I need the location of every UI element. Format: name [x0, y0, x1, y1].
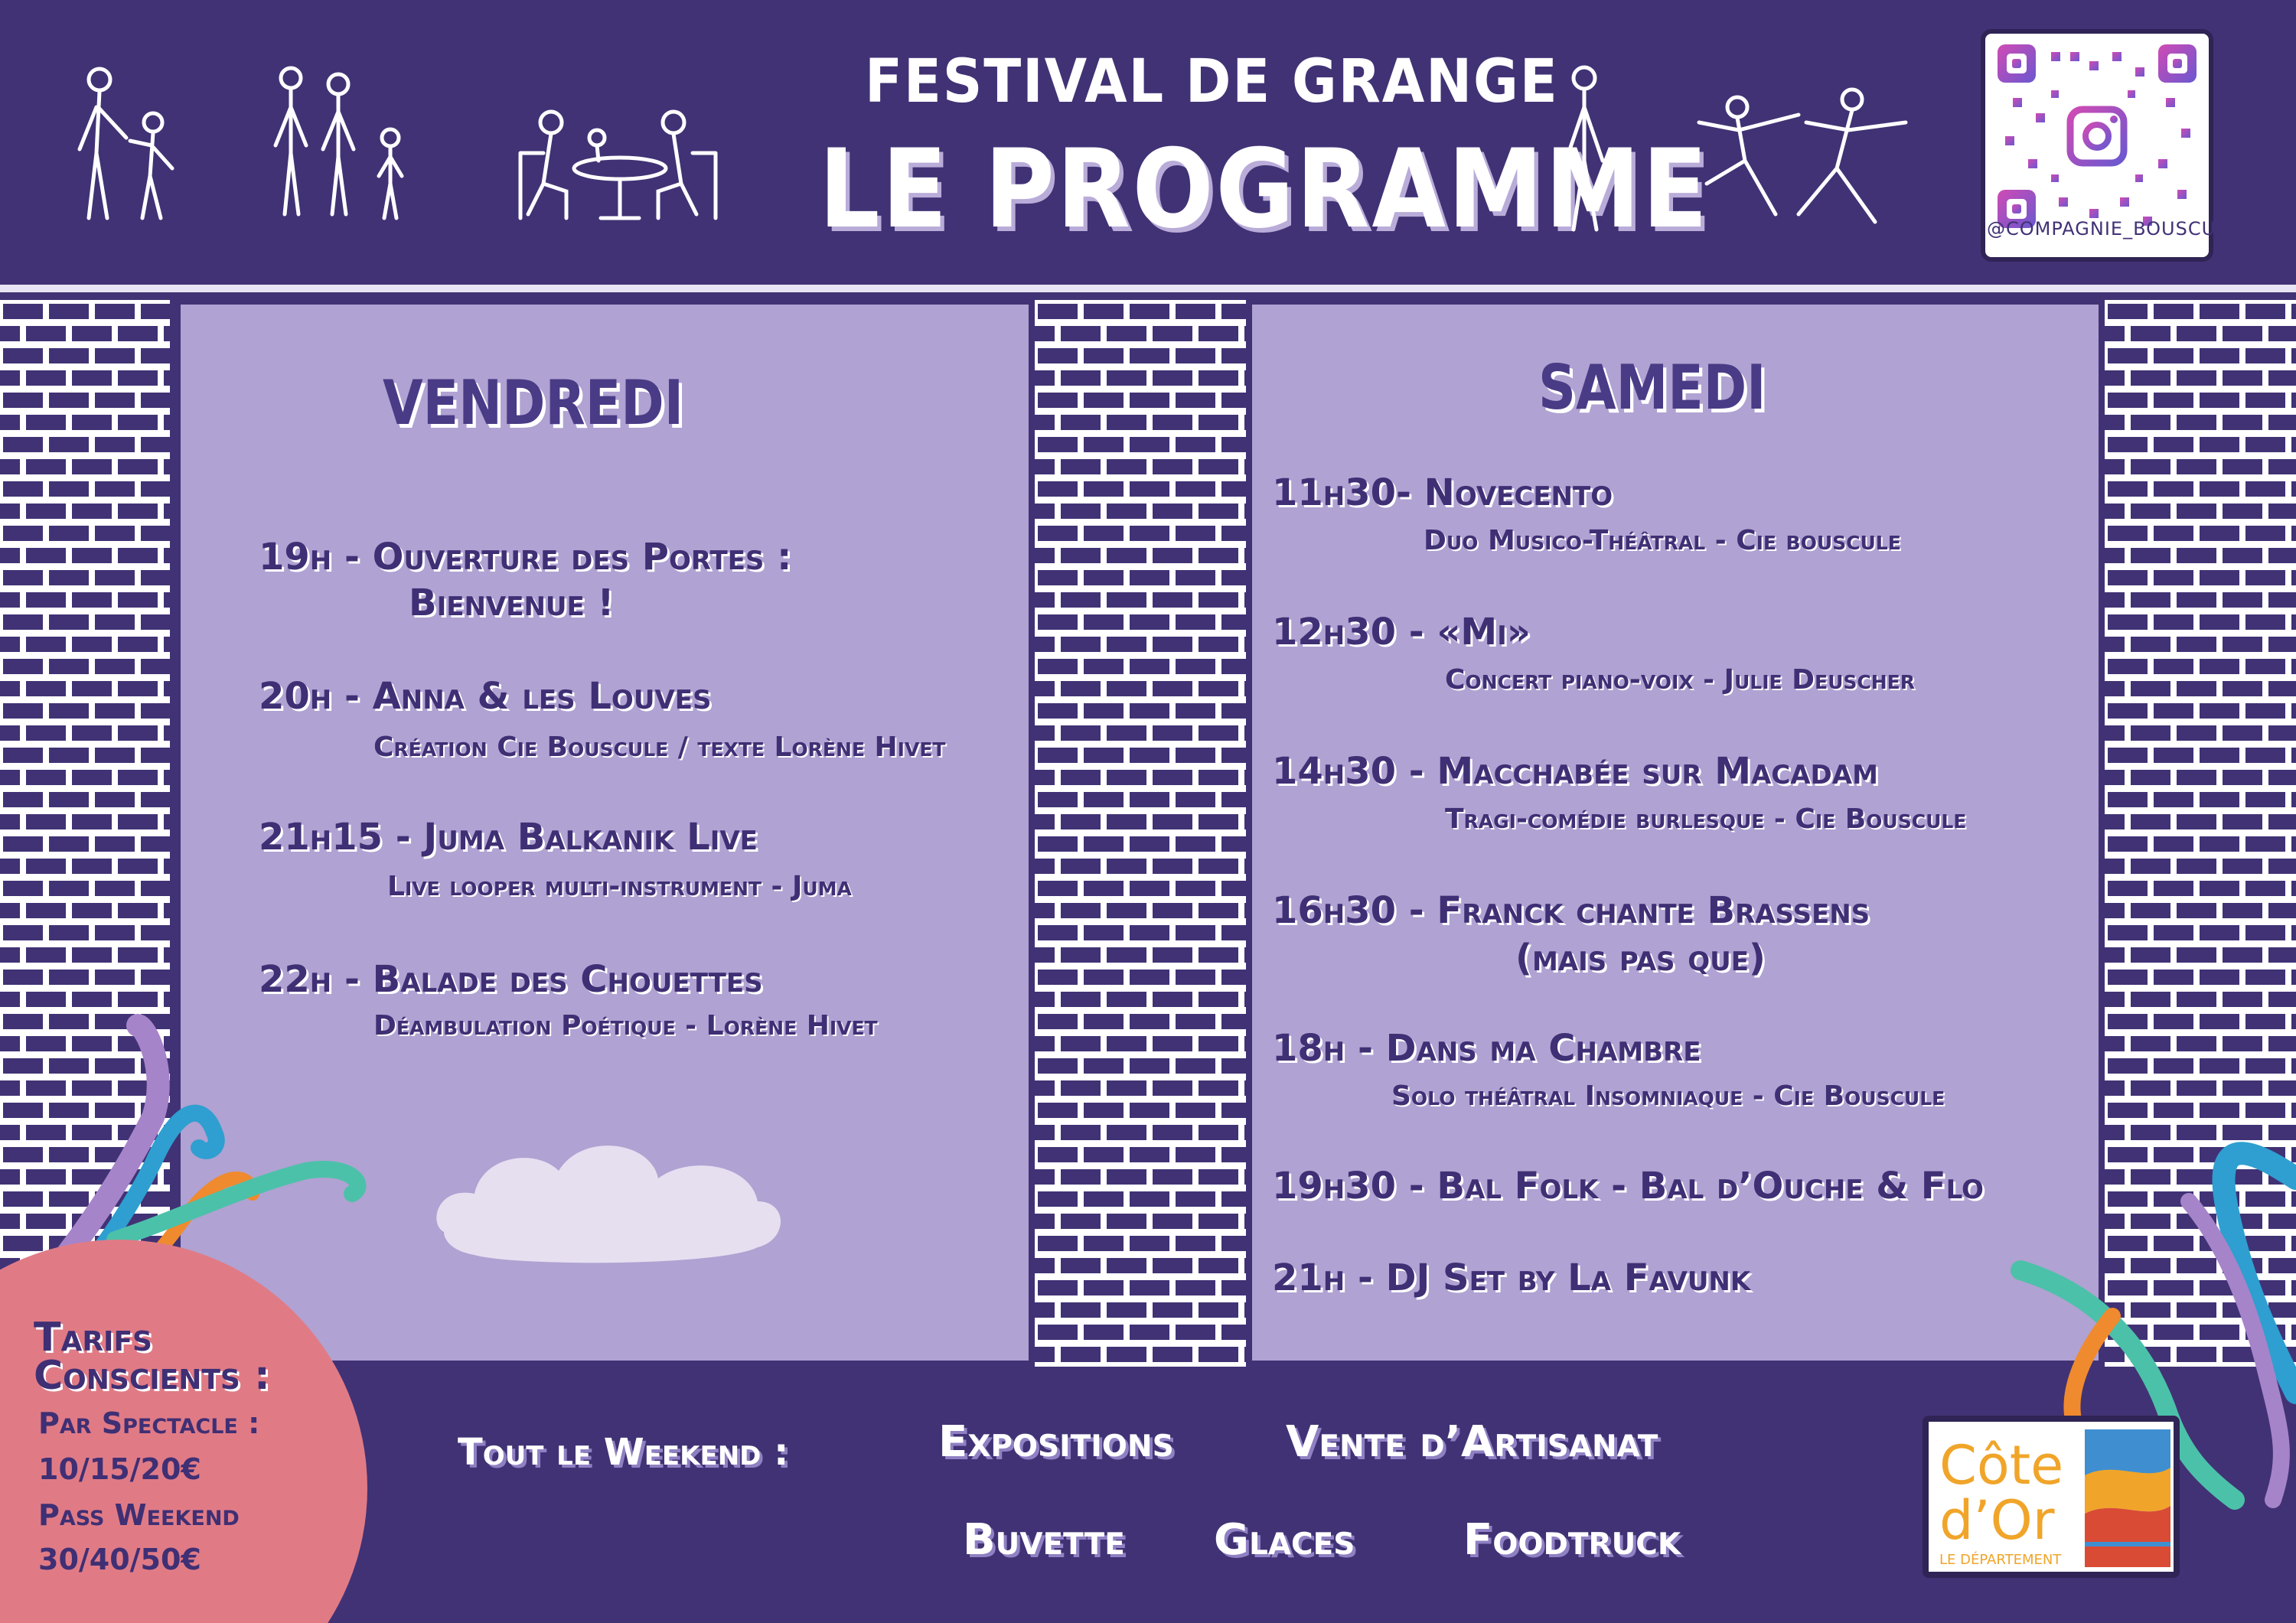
- weekend-label: Tout le Weekend :: [458, 1431, 789, 1474]
- instagram-qr-icon: [1998, 44, 2197, 228]
- family-walking-icon: [69, 61, 184, 230]
- saturday-event-title: 12h30 - «Mi»: [1272, 611, 1531, 653]
- friday-title: VENDREDI: [383, 367, 683, 438]
- saturday-event-title: 21h - DJ Set by La Favunk: [1272, 1256, 1751, 1299]
- saturday-event-title: 18h - Dans ma Chambre: [1272, 1027, 1701, 1070]
- group-walking-icon: [268, 61, 421, 230]
- saturday-title: SAMEDI: [1538, 352, 1766, 423]
- friday-event-title: 22h - Balade des Chouettes: [259, 958, 763, 1001]
- friday-event-continuation: Bienvenue !: [409, 582, 615, 624]
- tarifs-title: Conscients :: [34, 1353, 270, 1399]
- tarifs-title: Tarifs: [34, 1315, 152, 1361]
- saturday-event-title: 16h30 - Franck chante Brassens: [1272, 889, 1870, 932]
- weekend-item: Vente d’Artisanat: [1286, 1417, 1658, 1467]
- walking-man-icon: [1546, 61, 1623, 237]
- saturday-event-title: 11h30- Novecento: [1272, 471, 1613, 514]
- dancing-couple-icon: [1691, 61, 1913, 230]
- tarifs-per-show-prices: 10/15/20€: [38, 1452, 201, 1486]
- friday-event-subtitle: Déambulation Poétique - Lorène Hivet: [373, 1010, 878, 1041]
- cloud-icon: [429, 1133, 796, 1270]
- weekend-item: Buvette: [963, 1515, 1125, 1565]
- saturday-event-title: 14h30 - Macchabée sur Macadam: [1272, 750, 1878, 793]
- logo-emblem-icon: [2085, 1429, 2170, 1567]
- saturday-event-subtitle: Tragi-comédie burlesque - Cie Bouscule: [1445, 803, 1967, 835]
- brick-wall-center: [1035, 300, 1246, 1367]
- saturday-event-title: 19h30 - Bal Folk - Bal d’Ouche & Flo: [1272, 1165, 1984, 1207]
- weekend-item: Expositions: [938, 1417, 1174, 1467]
- tarifs-pass-label: Pass Weekend: [38, 1498, 240, 1532]
- weekend-item: Glaces: [1214, 1515, 1355, 1565]
- saturday-event-continuation: (mais pas que): [1515, 937, 1766, 979]
- people-at-table-icon: [513, 61, 727, 230]
- page-title: LE PROGRAMME: [819, 126, 1710, 253]
- friday-event-title: 21h15 - Juma Balkanik Live: [259, 816, 758, 859]
- saturday-event-subtitle: Solo théâtral Insomniaque - Cie Bouscule: [1391, 1080, 1945, 1112]
- logo-word: Côte: [1939, 1434, 2064, 1497]
- friday-event-subtitle: Live looper multi-instrument - Juma: [387, 871, 852, 902]
- weekend-item: Foodtruck: [1463, 1515, 1681, 1565]
- tarifs-per-show-label: Par Spectacle :: [38, 1406, 260, 1440]
- friday-event-title: 20h - Anna & les Louves: [259, 675, 712, 718]
- festival-name: FESTIVAL DE GRANGE: [865, 47, 1559, 116]
- friday-event-subtitle: Création Cie Bouscule / texte Lorène Hivet: [373, 732, 946, 763]
- logo-word: d’Or: [1939, 1489, 2055, 1552]
- cote-dor-logo: [1923, 1416, 2180, 1578]
- friday-event-title: 19h - Ouverture des Portes :: [259, 536, 792, 578]
- logo-subtitle: LE DÉPARTEMENT: [1939, 1552, 2062, 1568]
- header-divider: [0, 285, 2296, 292]
- saturday-event-subtitle: Duo Musico-Théâtral - Cie bouscule: [1424, 525, 1901, 556]
- tarifs-pass-prices: 30/40/50€: [38, 1543, 201, 1576]
- saturday-event-subtitle: Concert piano-voix - Julie Deuscher: [1445, 664, 1915, 696]
- instagram-handle: @COMPAGNIE_BOUSCULE: [1987, 218, 2239, 240]
